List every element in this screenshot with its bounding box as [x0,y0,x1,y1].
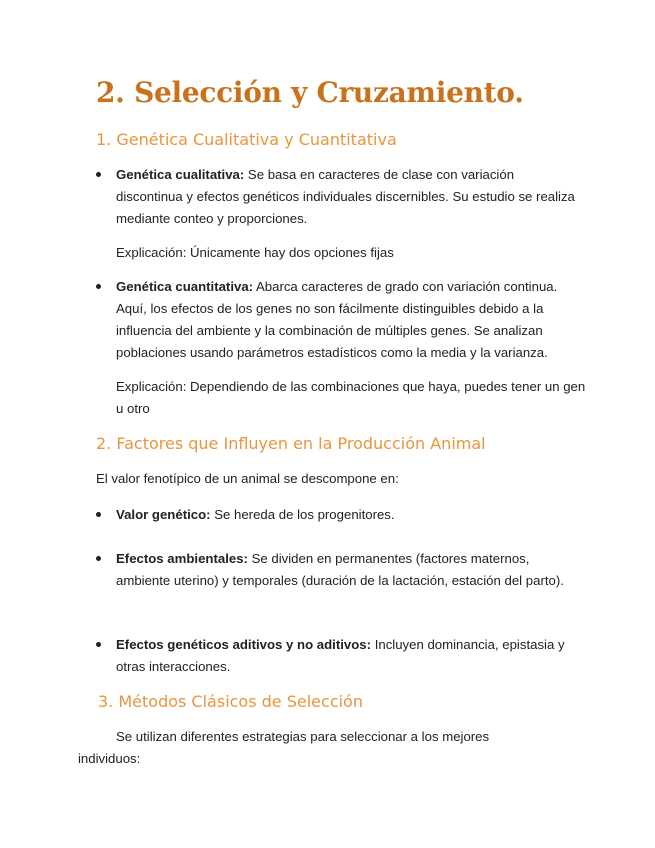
list-item-text [116,164,580,230]
bullet-icon [96,172,101,177]
list-item [96,548,580,592]
list-item-text [116,504,580,526]
list-item-description: Incluyen dominancia, epistasia y otras interacciones. [116,637,565,674]
list-item-description: Se hereda de los progenitores. [210,507,395,522]
bullet-icon [96,284,101,289]
list-item-term: Efectos ambientales: [116,551,248,566]
list-item-description: Se basa en caracteres de clase con variación discontinua y efectos genéticos individuales discernibles. Su estudio se realiza mediante conteo y proporciones. [116,167,575,226]
list-item-term: Efectos genéticos aditivos y no aditivos: [116,637,372,652]
explanation-text: Explicación: Únicamente hay dos opciones fijas [116,245,394,260]
section-heading-metodos: 3. Métodos Clásicos de Selección [98,692,363,711]
bullet-icon [96,642,101,647]
section-intro: Se utilizan diferentes estrategias para seleccionar a los mejores individuos: [78,729,490,766]
list-item-text [116,548,580,592]
list-item-description: Se dividen en permanentes (factores maternos, ambiente uterino) y temporales (duración de la lactación, estación del parto). [116,551,564,588]
list-item-text [116,276,580,364]
list-item-description: Abarca caracteres de grado con variación continua. Aquí, los efectos de los genes no son fácilmente distinguibles debido a la influencia del ambiente y la combinación de múltiples genes. Se analizan poblaciones usando parámetros estadísticos como la media y la varianza. [116,279,558,360]
list-item-term: Genética cualitativa: [116,167,245,182]
section-heading-factores: 2. Factores que Influyen en la Producción Animal [96,434,486,453]
list-item-term: Valor genético: [116,507,211,522]
list-item [96,164,580,230]
page-title: 2. Selección y Cruzamiento. [96,76,524,109]
list-item [96,276,580,364]
list-item-text [116,634,580,678]
list-item-term: Genética cuantitativa: [116,279,254,294]
list-item [96,504,580,526]
bullet-icon [96,512,101,517]
section-intro: El valor fenotípico de un animal se descompone en: [96,471,399,486]
explanation-text: Explicación: Dependiendo de las combinaciones que haya, puedes tener un gen u otro [116,379,586,416]
list-item [96,634,580,678]
section-heading-genetica: 1. Genética Cualitativa y Cuantitativa [96,130,397,149]
bullet-icon [96,556,101,561]
